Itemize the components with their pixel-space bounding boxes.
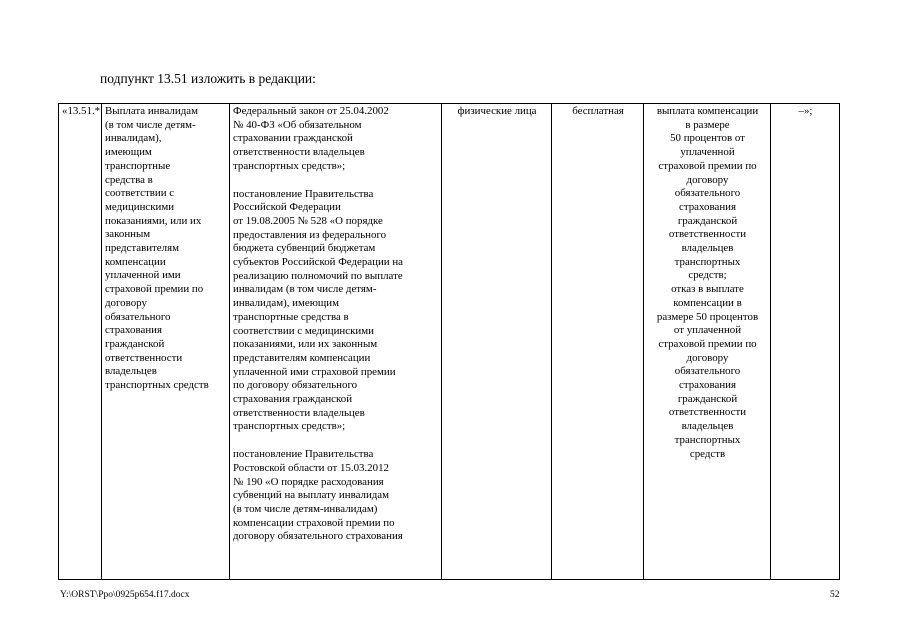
legal-basis-government-decree: постановление Правительства Российской Федерации от 19.08.2005 № 528 «О порядке предоставления из федерального бюджета субвенций бюджетам субъектов Российской Федерации на реализацию полномочий по выплате инвалидам (в том числе детям- инвалидам), имеющим транспортные средства в соответствии с медицинскими показаниями, или их законным представителям компенсации уплаченной ими страховой премии по договору обязательного страхования гражданской ответственности владельцев транспортных средств»; [233,187,404,433]
payment-cell [552,104,644,580]
service-result: выплата компенсации в размере 50 процентов от уплаченной страховой премии по договору обязательного страхования гражданской ответственности владельцев транспортных средств; отказ в выплате компенсации в размере 50 процентов от уплаченной страховой премии по договору обязательного страхования гражданской ответственности владельцев транспортных средств [656,105,759,460]
legal-basis-cell [230,104,442,580]
recipients: физические лица [457,105,537,117]
closing-mark: –»; [798,105,813,117]
row-number-cell [59,104,102,580]
services-table [58,103,840,580]
page-number: 52 [830,590,840,600]
legal-basis-regional-decree: постановление Правительства Ростовской области от 15.03.2012 № 190 «О порядке расходования субвенций на выплату инвалидам (в том числе детям-инвалидам) компенсации страховой премии по договору обязательного страхования [233,448,403,543]
table-row [59,104,840,580]
service-name-cell [102,104,230,580]
amendment-intro: подпункт 13.51 изложить в редакции: [100,71,316,86]
result-cell [644,104,771,580]
closing-cell [771,104,840,580]
service-name: Выплата инвалидам (в том числе детям- инвалидам), имеющим транспортные средства в соответствии с медицинскими показаниями, или их законным представителям компенсации уплаченной ими страховой премии по договору обязательного страхования гражданской ответственности владельцев транспортных средств [105,105,209,392]
file-path-footer: Y:\ORST\Ppo\0925p654.f17.docx [60,590,190,600]
recipients-cell [442,104,552,580]
legal-basis-federal-law: Федеральный закон от 25.04.2002 № 40-ФЗ «Об обязательном страховании гражданской ответственности владельцев транспортных средств»; [233,105,389,172]
payment-type: бесплатная [572,105,624,117]
row-number: «13.51.* [62,105,101,117]
